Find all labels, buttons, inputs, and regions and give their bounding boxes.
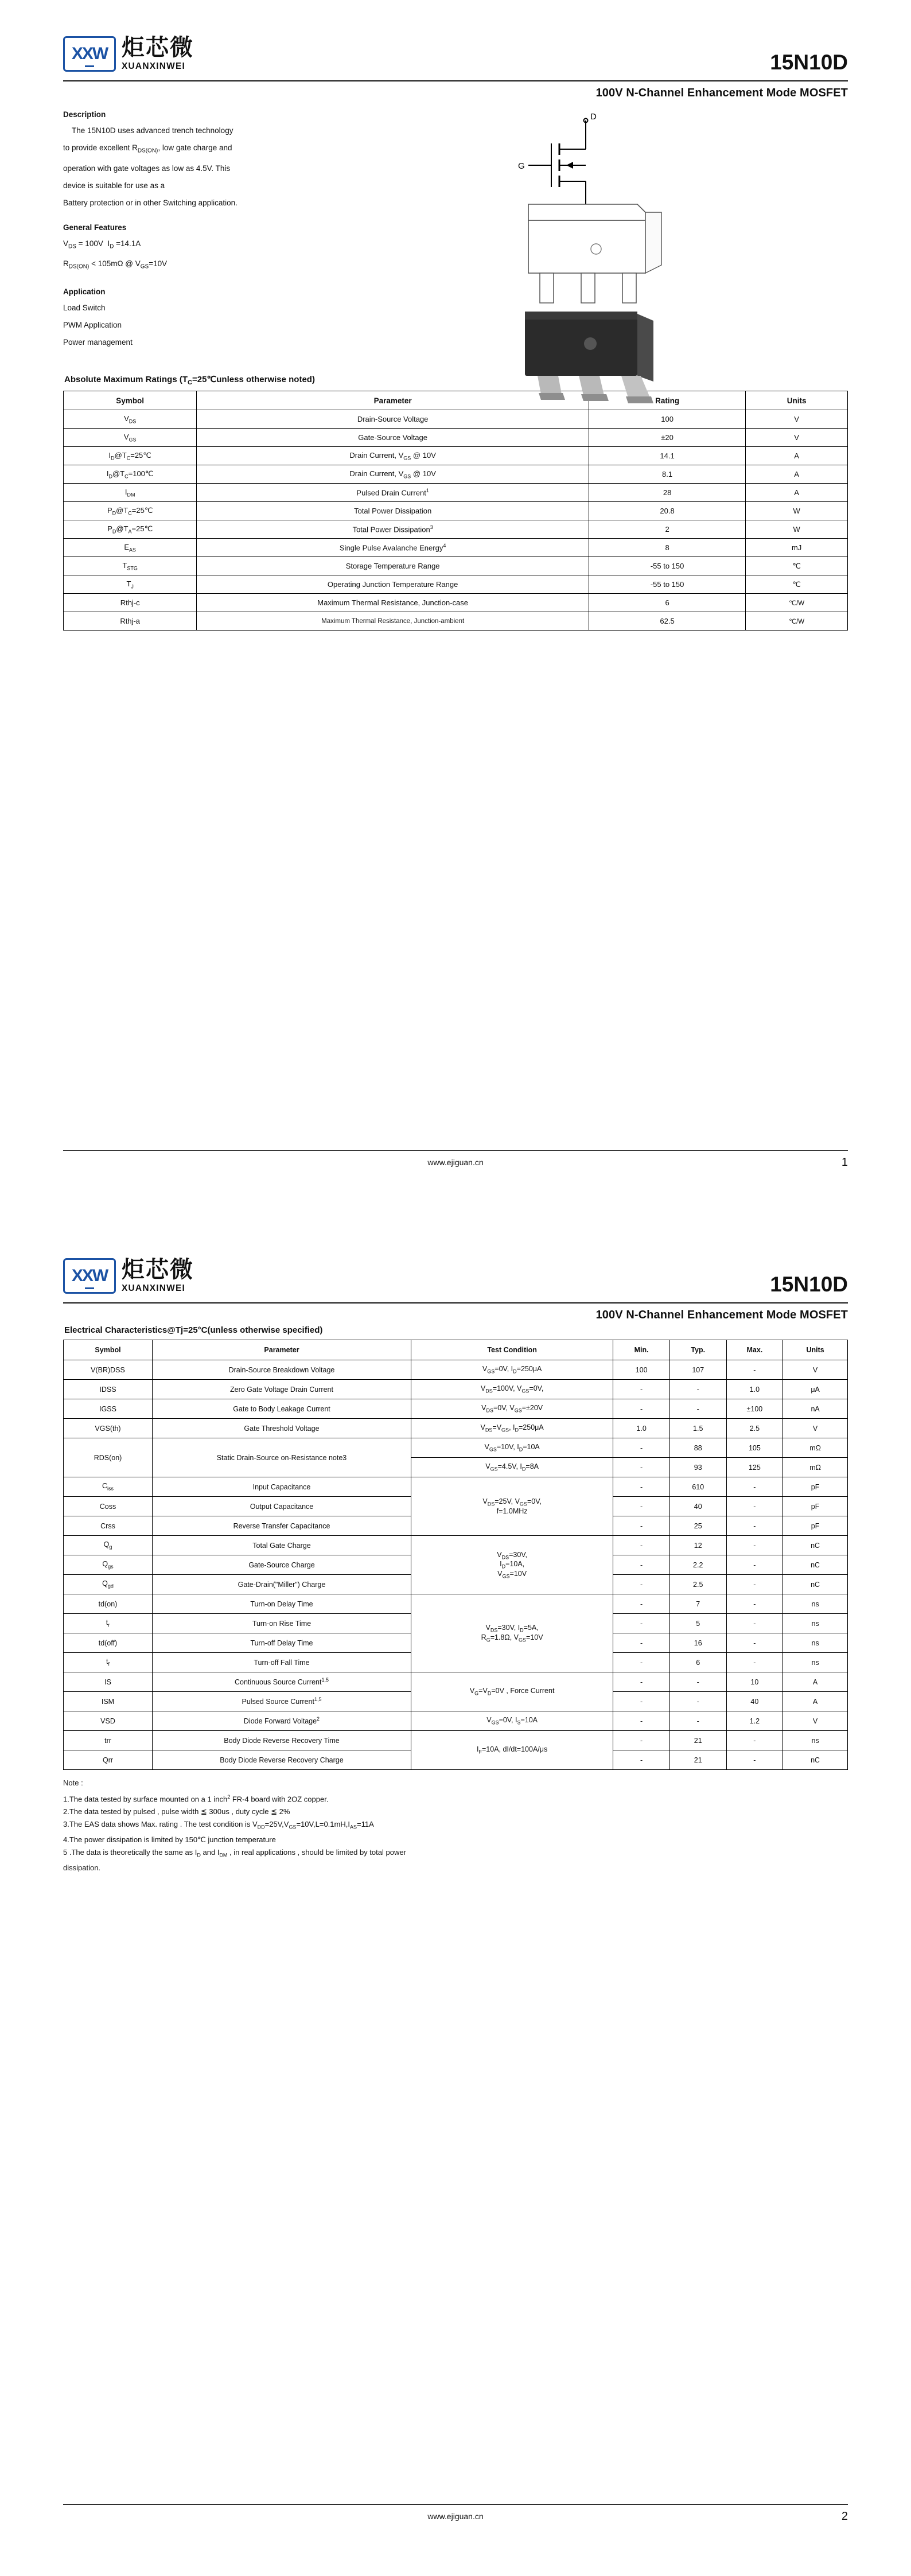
table-row xyxy=(64,1672,848,1692)
cell-units: ns xyxy=(783,1614,848,1633)
page-number: 1 xyxy=(841,1155,848,1169)
footer-website[interactable]: www.ejiguan.cn xyxy=(427,1158,484,1167)
cell-units: V xyxy=(783,1711,848,1731)
cell-units: ns xyxy=(783,1653,848,1672)
cell-min: - xyxy=(613,1711,670,1731)
table-row xyxy=(64,1731,848,1750)
cell-units: mΩ xyxy=(783,1458,848,1477)
company-logo xyxy=(63,36,194,72)
cell-units: A xyxy=(783,1672,848,1692)
page-header xyxy=(63,0,848,75)
table-row xyxy=(64,447,848,465)
table-row xyxy=(64,1399,848,1419)
cell-symbol: $T_J$ xyxy=(64,575,197,594)
table-row xyxy=(64,557,848,575)
cell-min: - xyxy=(613,1380,670,1399)
cell-units: ℃ xyxy=(746,557,848,575)
cell-typ: 7 xyxy=(669,1594,726,1614)
cell-min: - xyxy=(613,1575,670,1594)
cell-symbol: $Q_{gs}$ xyxy=(64,1555,153,1575)
cell-typ: 2.5 xyxy=(669,1575,726,1594)
cell-max: - xyxy=(726,1497,783,1516)
cell-units: mJ xyxy=(746,539,848,557)
cell-min: - xyxy=(613,1594,670,1614)
cell-min: - xyxy=(613,1497,670,1516)
cell-units: V xyxy=(783,1419,848,1438)
cell-units: W xyxy=(746,502,848,520)
cell-parameter: Total Power Dissipation$^3$ xyxy=(197,520,589,539)
cell-symbol: $T_{STG}$ xyxy=(64,557,197,575)
page-footer xyxy=(63,1150,848,1167)
description-line: operation with gate voltages as low as 4.5V. This xyxy=(63,164,231,173)
cell-units: V xyxy=(746,410,848,429)
general-features-heading: General Features xyxy=(63,223,127,232)
notes-heading: Note : xyxy=(63,1779,83,1787)
table-header-row xyxy=(64,391,848,410)
cell-min: - xyxy=(613,1750,670,1770)
table-row xyxy=(64,612,848,631)
cell-parameter: Turn-off Delay Time xyxy=(153,1633,411,1653)
cell-condition: $V_{DS}=25V$, $V_{GS}=0V$, f=1.0MHz xyxy=(411,1477,613,1536)
absolute-maximum-ratings-table xyxy=(63,391,848,631)
col-symbol: Symbol xyxy=(64,391,197,410)
table-row xyxy=(64,1419,848,1438)
cell-condition: $V_{DS}=30V$, $I_D=5A$, $R_G=1.8\Omega$, $V_{GS}=10V$ xyxy=(411,1594,613,1672)
cell-parameter: Gate to Body Leakage Current xyxy=(153,1399,411,1419)
cell-condition: $V_G=V_D=0V$ , Force Current xyxy=(411,1672,613,1711)
cell-typ: 610 xyxy=(669,1477,726,1497)
cell-parameter: Reverse Transfer Capacitance xyxy=(153,1516,411,1536)
company-logo xyxy=(63,1258,194,1294)
cell-parameter: Maximum Thermal Resistance, Junction-case xyxy=(197,594,589,612)
cell-parameter: Static Drain-Source on-Resistance note3 xyxy=(153,1438,411,1477)
cell-max: - xyxy=(726,1516,783,1536)
table-row xyxy=(64,429,848,447)
logo-mark-text: XXW xyxy=(71,1266,108,1285)
cell-parameter: Maximum Thermal Resistance, Junction-ambient xyxy=(197,612,589,631)
description-line xyxy=(63,122,471,139)
application-heading: Application xyxy=(63,287,106,297)
cell-min: - xyxy=(613,1672,670,1692)
note-item-continued: dissipation. xyxy=(63,1863,101,1872)
cell-min: - xyxy=(613,1516,670,1536)
cell-parameter: Turn-on Rise Time xyxy=(153,1614,411,1633)
description-line: to provide excellent $R_{DS(ON)}$, low gate charge and xyxy=(63,143,232,154)
cell-max: - xyxy=(726,1653,783,1672)
cell-parameter: Turn-on Delay Time xyxy=(153,1594,411,1614)
cell-units: ℃ xyxy=(746,575,848,594)
cell-min: - xyxy=(613,1731,670,1750)
cell-max: - xyxy=(726,1633,783,1653)
cell-units: A xyxy=(746,465,848,484)
cell-rating: 100 xyxy=(589,410,745,429)
page-number: 2 xyxy=(841,2509,848,2523)
cell-typ: 1.5 xyxy=(669,1419,726,1438)
cell-max: - xyxy=(726,1594,783,1614)
header-divider xyxy=(63,80,848,81)
page-footer xyxy=(63,2504,848,2521)
footer-website[interactable]: www.ejiguan.cn xyxy=(427,2512,484,2521)
note-item: 1.The data tested by surface mounted on a 1 inch$^2$ FR-4 board with 2OZ copper. xyxy=(63,1794,329,1804)
package-outline-drawing xyxy=(494,196,689,314)
cell-rating: 14.1 xyxy=(589,447,745,465)
col-test-condition: Test Condition xyxy=(411,1340,613,1360)
cell-max: - xyxy=(726,1477,783,1497)
table-row xyxy=(64,520,848,539)
cell-units: ℃/W xyxy=(746,594,848,612)
table-row xyxy=(64,575,848,594)
datasheet-page-2 xyxy=(0,1222,911,2576)
cell-typ: 93 xyxy=(669,1458,726,1477)
cell-max: 10 xyxy=(726,1672,783,1692)
cell-parameter: Pulsed Drain Current$^1$ xyxy=(197,484,589,502)
application-line: Power management xyxy=(63,338,133,347)
table-row xyxy=(64,1477,848,1497)
svg-text:D: D xyxy=(590,114,597,122)
logo-mark-icon xyxy=(63,36,116,72)
cell-rating: -55 to 150 xyxy=(589,575,745,594)
table-row xyxy=(64,484,848,502)
table-row xyxy=(64,465,848,484)
cell-symbol: Crss xyxy=(64,1516,153,1536)
header-divider xyxy=(63,1302,848,1303)
cell-symbol: $t_r$ xyxy=(64,1614,153,1633)
cell-parameter: Single Pulse Avalanche Energy$^4$ xyxy=(197,539,589,557)
cell-typ: 12 xyxy=(669,1536,726,1555)
cell-units: ns xyxy=(783,1731,848,1750)
cell-parameter: Body Diode Reverse Recovery Time xyxy=(153,1731,411,1750)
cell-min: 100 xyxy=(613,1360,670,1380)
table-row xyxy=(64,502,848,520)
cell-parameter: Operating Junction Temperature Range xyxy=(197,575,589,594)
cell-parameter: Drain Current, $V_{GS}$ @ 10V xyxy=(197,447,589,465)
application-line: PWM Application xyxy=(63,321,122,330)
cell-condition: $I_F=10A$, dI/dt=100A/μs xyxy=(411,1731,613,1770)
cell-typ: 16 xyxy=(669,1633,726,1653)
note-item: 4.The power dissipation is limited by 150℃ junction temperature xyxy=(63,1835,276,1844)
cell-condition: $V_{DS}=30V$, $I_D=10A$, $V_{GS}=10V$ xyxy=(411,1536,613,1594)
cell-typ: 40 xyxy=(669,1497,726,1516)
cell-symbol: Rthj-a xyxy=(64,612,197,631)
cell-symbol: $Q_g$ xyxy=(64,1536,153,1555)
cell-parameter: Gate-Drain("Miller") Charge xyxy=(153,1575,411,1594)
cell-max: - xyxy=(726,1614,783,1633)
part-number: 15N10D xyxy=(770,50,848,74)
col-parameter: Parameter xyxy=(197,391,589,410)
general-features-line: $V_{DS} = 100V$ $I_D =14.1A$ xyxy=(63,239,141,250)
col-max: Max. xyxy=(726,1340,783,1360)
cell-symbol: Qrr xyxy=(64,1750,153,1770)
col-parameter: Parameter xyxy=(153,1340,411,1360)
cell-units: A xyxy=(783,1692,848,1711)
cell-min: - xyxy=(613,1399,670,1419)
table-row xyxy=(64,1380,848,1399)
cell-typ: - xyxy=(669,1692,726,1711)
description-line: Battery protection or in other Switching application. xyxy=(63,198,238,207)
table-row xyxy=(64,1438,848,1458)
col-units: Units xyxy=(746,391,848,410)
cell-max: - xyxy=(726,1750,783,1770)
cell-rating: ±20 xyxy=(589,429,745,447)
cell-max: - xyxy=(726,1536,783,1555)
cell-units: pF xyxy=(783,1497,848,1516)
cell-condition: $V_{GS}=0V$, $I_D=250\mu A$ xyxy=(411,1360,613,1380)
cell-units: nC xyxy=(783,1536,848,1555)
package-photo xyxy=(505,308,689,414)
electrical-characteristics-table xyxy=(63,1340,848,1770)
cell-symbol: RDS(on) xyxy=(64,1438,153,1477)
cell-typ: 107 xyxy=(669,1360,726,1380)
cell-symbol: ISM xyxy=(64,1692,153,1711)
table-row xyxy=(64,594,848,612)
cell-symbol: td(off) xyxy=(64,1633,153,1653)
cell-max: 2.5 xyxy=(726,1419,783,1438)
table-row xyxy=(64,539,848,557)
cell-max: 125 xyxy=(726,1458,783,1477)
cell-condition: $V_{GS}=0V$, $I_S=10A$ xyxy=(411,1711,613,1731)
cell-typ: 88 xyxy=(669,1438,726,1458)
cell-typ: 25 xyxy=(669,1516,726,1536)
cell-min: - xyxy=(613,1536,670,1555)
table-header-row xyxy=(64,1340,848,1360)
cell-typ: - xyxy=(669,1399,726,1419)
cell-max: ±100 xyxy=(726,1399,783,1419)
cell-symbol: $V_{DS}$ xyxy=(64,410,197,429)
cell-typ: 2.2 xyxy=(669,1555,726,1575)
cell-units: A xyxy=(746,447,848,465)
cell-symbol: IS xyxy=(64,1672,153,1692)
cell-rating: 8.1 xyxy=(589,465,745,484)
cell-min: - xyxy=(613,1477,670,1497)
cell-units: nC xyxy=(783,1555,848,1575)
cell-units: nC xyxy=(783,1750,848,1770)
footer-divider xyxy=(63,1150,848,1151)
cell-units: mΩ xyxy=(783,1438,848,1458)
part-number: 15N10D xyxy=(770,1273,848,1296)
cell-symbol: $t_f$ xyxy=(64,1653,153,1672)
cell-symbol: $I_{DM}$ xyxy=(64,484,197,502)
cell-parameter: Input Capacitance xyxy=(153,1477,411,1497)
cell-units: ns xyxy=(783,1594,848,1614)
logo-chinese-name: 炬芯微 xyxy=(122,1257,194,1282)
col-rating: Rating xyxy=(589,391,745,410)
cell-min: - xyxy=(613,1458,670,1477)
col-units: Units xyxy=(783,1340,848,1360)
abs-max-title: Absolute Maximum Ratings ($T_C=25℃unless$ otherwise noted) xyxy=(64,375,315,387)
cell-condition: $V_{DS}=V_{GS}$, $I_D=250\mu A$ xyxy=(411,1419,613,1438)
cell-units: ns xyxy=(783,1633,848,1653)
cell-typ: - xyxy=(669,1672,726,1692)
cell-max: - xyxy=(726,1555,783,1575)
cell-rating: 6 xyxy=(589,594,745,612)
general-features-line: $R_{DS(ON)} < 105m\Omega$ @ $V_{GS}=10V$ xyxy=(63,259,168,271)
cell-units: V xyxy=(746,429,848,447)
cell-rating: 20.8 xyxy=(589,502,745,520)
note-item: 3.The EAS data shows Max. rating . The test condition is $V_{DD}=25V,V_{GS}=10V,L=0.1mH,I_{AS}=11A$ xyxy=(63,1820,374,1830)
cell-parameter: Gate-Source Charge xyxy=(153,1555,411,1575)
document-subtitle: 100V N-Channel Enhancement Mode MOSFET xyxy=(595,87,848,99)
col-symbol: Symbol xyxy=(64,1340,153,1360)
cell-min: 1.0 xyxy=(613,1419,670,1438)
cell-parameter: Body Diode Reverse Recovery Charge xyxy=(153,1750,411,1770)
cell-parameter: Gate-Source Voltage xyxy=(197,429,589,447)
svg-text:G: G xyxy=(518,161,525,171)
application-line: Load Switch xyxy=(63,303,106,313)
cell-symbol: $P_D@T_A=25℃$ xyxy=(64,520,197,539)
logo-mark-text: XXW xyxy=(71,44,108,63)
table-row xyxy=(64,1536,848,1555)
cell-parameter: Diode Forward Voltage$^2$ xyxy=(153,1711,411,1731)
cell-max: - xyxy=(726,1731,783,1750)
cell-condition: $V_{GS}=4.5V$, $I_D=8A$ xyxy=(411,1458,613,1477)
page-header xyxy=(63,1222,848,1297)
logo-mark-icon xyxy=(63,1258,116,1294)
cell-min: - xyxy=(613,1555,670,1575)
cell-symbol: trr xyxy=(64,1731,153,1750)
cell-parameter: Total Power Dissipation xyxy=(197,502,589,520)
cell-typ: 6 xyxy=(669,1653,726,1672)
col-typ: Typ. xyxy=(669,1340,726,1360)
cell-condition: $V_{DS}=100V$, $V_{GS}=0V$, xyxy=(411,1380,613,1399)
electrical-characteristics-title: Electrical Characteristics@Tj=25°C(unless otherwise specified) xyxy=(64,1325,323,1335)
cell-units: W xyxy=(746,520,848,539)
cell-units: V xyxy=(783,1360,848,1380)
cell-parameter: Pulsed Source Current$^{1,5}$ xyxy=(153,1692,411,1711)
notes-section xyxy=(63,1777,848,1874)
cell-symbol: $P_D@T_C=25℃$ xyxy=(64,502,197,520)
cell-units: ℃/W xyxy=(746,612,848,631)
cell-symbol: IGSS xyxy=(64,1399,153,1419)
cell-symbol: $V_{GS}$ xyxy=(64,429,197,447)
cell-max: - xyxy=(726,1575,783,1594)
table-row xyxy=(64,410,848,429)
cell-max: 105 xyxy=(726,1438,783,1458)
cell-parameter: Storage Temperature Range xyxy=(197,557,589,575)
cell-max: 1.2 xyxy=(726,1711,783,1731)
cell-max: 1.0 xyxy=(726,1380,783,1399)
cell-symbol: $Q_{gd}$ xyxy=(64,1575,153,1594)
cell-parameter: Drain-Source Voltage xyxy=(197,410,589,429)
cell-units: pF xyxy=(783,1477,848,1497)
cell-rating: 62.5 xyxy=(589,612,745,631)
cell-symbol: $I_D@T_C=25℃$ xyxy=(64,447,197,465)
cell-max: 40 xyxy=(726,1692,783,1711)
cell-parameter: Drain Current, $V_{GS}$ @ 10V xyxy=(197,465,589,484)
cell-condition: $V_{DS}=0V$, $V_{GS}=\pm 20V$ xyxy=(411,1399,613,1419)
document-subtitle: 100V N-Channel Enhancement Mode MOSFET xyxy=(595,1309,848,1321)
cell-symbol: $C_{iss}$ xyxy=(64,1477,153,1497)
description-line: device is suitable for use as a xyxy=(63,181,165,190)
note-item: 2.The data tested by pulsed , pulse width ≦ 300us , duty cycle ≦ 2% xyxy=(63,1807,290,1816)
logo-chinese-name: 炬芯微 xyxy=(122,35,194,60)
cell-symbol: IDSS xyxy=(64,1380,153,1399)
logo-english-name: XUANXINWEI xyxy=(122,61,186,71)
cell-symbol: VGS(th) xyxy=(64,1419,153,1438)
cell-symbol: VSD xyxy=(64,1711,153,1731)
description-heading: Description xyxy=(63,110,106,119)
cell-rating: 28 xyxy=(589,484,745,502)
cell-condition: $V_{GS}=10V$, $I_D=10A$ xyxy=(411,1438,613,1458)
cell-parameter: Gate Threshold Voltage xyxy=(153,1419,411,1438)
table-row xyxy=(64,1711,848,1731)
cell-parameter: Drain-Source Breakdown Voltage xyxy=(153,1360,411,1380)
cell-symbol: V(BR)DSS xyxy=(64,1360,153,1380)
cell-typ: 21 xyxy=(669,1750,726,1770)
cell-rating: 2 xyxy=(589,520,745,539)
cell-symbol: td(on) xyxy=(64,1594,153,1614)
cell-typ: 21 xyxy=(669,1731,726,1750)
cell-parameter: Output Capacitance xyxy=(153,1497,411,1516)
cell-symbol: $I_D@T_C=100℃$ xyxy=(64,465,197,484)
cell-min: - xyxy=(613,1633,670,1653)
logo-english-name: XUANXINWEI xyxy=(122,1283,186,1293)
cell-units: nA xyxy=(783,1399,848,1419)
cell-parameter: Turn-off Fall Time xyxy=(153,1653,411,1672)
cell-min: - xyxy=(613,1614,670,1633)
description-text: The 15N10D uses advanced trench technology xyxy=(72,126,233,135)
cell-symbol: Rthj-c xyxy=(64,594,197,612)
cell-parameter: Total Gate Charge xyxy=(153,1536,411,1555)
cell-symbol: Coss xyxy=(64,1497,153,1516)
cell-min: - xyxy=(613,1653,670,1672)
cell-min: - xyxy=(613,1692,670,1711)
table-row xyxy=(64,1594,848,1614)
cell-parameter: Continuous Source Current$^{1,5}$ xyxy=(153,1672,411,1692)
cell-rating: -55 to 150 xyxy=(589,557,745,575)
col-min: Min. xyxy=(613,1340,670,1360)
cell-max: - xyxy=(726,1360,783,1380)
cell-min: - xyxy=(613,1438,670,1458)
datasheet-page-1 xyxy=(0,0,911,1222)
cell-units: pF xyxy=(783,1516,848,1536)
note-item: 5 .The data is theoretically the same as $I_D$ and $I_{DM}$ , in real applications , should be limited by total power xyxy=(63,1847,406,1858)
table-row xyxy=(64,1360,848,1380)
cell-rating: 8 xyxy=(589,539,745,557)
cell-units: μA xyxy=(783,1380,848,1399)
cell-parameter: Zero Gate Voltage Drain Current xyxy=(153,1380,411,1399)
cell-units: nC xyxy=(783,1575,848,1594)
cell-typ: - xyxy=(669,1380,726,1399)
cell-typ: 5 xyxy=(669,1614,726,1633)
cell-typ: - xyxy=(669,1711,726,1731)
cell-units: A xyxy=(746,484,848,502)
footer-divider xyxy=(63,2504,848,2505)
cell-symbol: $E_{AS}$ xyxy=(64,539,197,557)
